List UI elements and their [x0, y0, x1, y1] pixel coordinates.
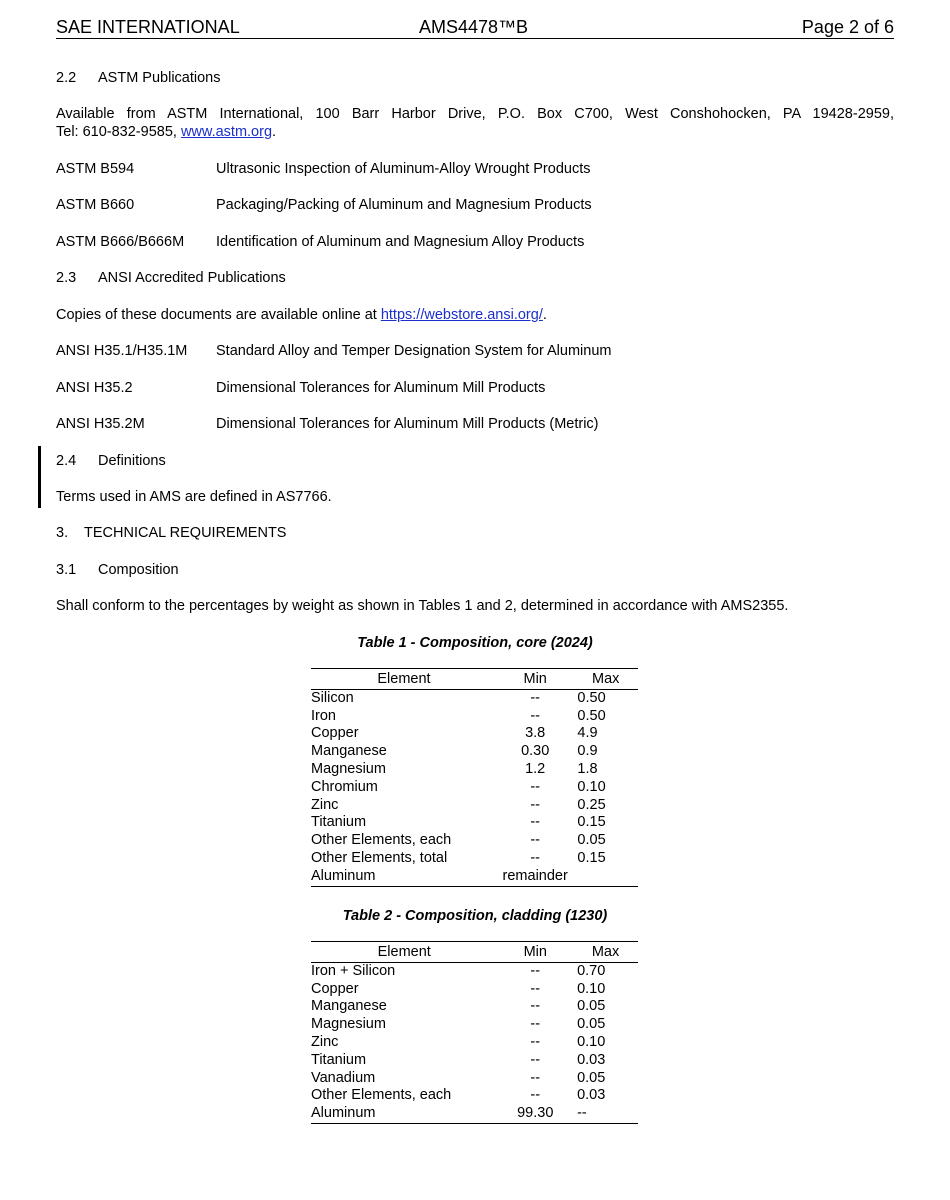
- column-header-element: Element: [311, 942, 497, 963]
- cell-element: Silicon: [311, 689, 354, 706]
- cell-element: Titanium: [311, 814, 367, 831]
- cell-max: 0.05: [577, 832, 606, 849]
- ref-code: ASTM B594: [56, 161, 135, 177]
- table-row: [311, 1070, 638, 1088]
- cell-max: [573, 868, 638, 886]
- ref-title: Packaging/Packing of Aluminum and Magnesium Products: [216, 197, 592, 213]
- cell-max: 0.10: [577, 778, 606, 795]
- table-row: [311, 1087, 638, 1105]
- cell-element: Other Elements, each: [311, 832, 452, 849]
- ref-code: ANSI H35.2M: [56, 416, 145, 432]
- cell-max: 0.15: [577, 849, 606, 866]
- cell-element: Zinc: [311, 796, 339, 813]
- cell-element: Magnesium: [311, 760, 386, 777]
- cell-max: --: [573, 1105, 638, 1123]
- cell-max: 4.9: [577, 725, 598, 742]
- cell-max: 0.03: [577, 1087, 606, 1104]
- cell-max: 0.50: [577, 707, 606, 724]
- cell-element: Manganese: [311, 998, 387, 1015]
- ref-title: Dimensional Tolerances for Aluminum Mill Products: [216, 380, 546, 396]
- cell-max: 0.9: [577, 743, 598, 760]
- cell-min: --: [530, 962, 541, 979]
- ref-code: ANSI H35.2: [56, 380, 133, 396]
- section-2-2-number: 2.2: [56, 70, 77, 86]
- cell-min: 3.8: [525, 725, 546, 742]
- ref-code: ASTM B660: [56, 197, 135, 213]
- table-row: [311, 725, 638, 743]
- astm-availability-line-1: Available from ASTM International, 100 Barr Harbor Drive, P.O. Box C700, West Conshohocken, PA 19428-2959,: [56, 106, 894, 122]
- section-3-title: TECHNICAL REQUIREMENTS: [84, 525, 287, 541]
- table-row: [311, 962, 638, 980]
- ansi-copies-text: Copies of these documents are available online at: [56, 307, 381, 323]
- cell-max: 0.05: [577, 1016, 606, 1033]
- cell-element: Copper: [311, 725, 359, 742]
- cell-max: 0.10: [577, 1033, 606, 1050]
- table-row: [311, 1105, 638, 1123]
- cell-min: --: [530, 689, 541, 706]
- table-row: [311, 832, 638, 850]
- cell-min: --: [530, 796, 541, 813]
- table-header-row: [311, 669, 638, 690]
- table-header-row: [311, 942, 638, 963]
- definitions-text: Terms used in AMS are defined in AS7766.: [56, 489, 332, 505]
- astm-line-end: .: [272, 124, 277, 140]
- cell-max: 0.15: [577, 814, 606, 831]
- cell-min: --: [530, 1016, 541, 1033]
- cell-min: 1.2: [525, 760, 546, 777]
- cell-min: --: [530, 1033, 541, 1050]
- column-header-max: Max: [573, 669, 638, 690]
- ref-title: Identification of Aluminum and Magnesium Alloy Products: [216, 234, 585, 250]
- section-2-4-title: Definitions: [98, 453, 166, 469]
- section-2-2-title: ASTM Publications: [98, 70, 221, 86]
- cell-min: remainder: [497, 868, 573, 886]
- cell-element: Titanium: [311, 1051, 367, 1068]
- cell-element: Iron: [311, 707, 336, 724]
- table-row: [311, 708, 638, 726]
- header-page-number: Page 2 of 6: [801, 17, 894, 37]
- cell-max: 0.10: [577, 980, 606, 997]
- table-row: [311, 1016, 638, 1034]
- section-2-4-number: 2.4: [56, 453, 77, 469]
- cell-min: --: [530, 1087, 541, 1104]
- cell-min: --: [530, 1069, 541, 1086]
- cell-element: Zinc: [311, 1033, 339, 1050]
- table-2-composition-cladding: [311, 941, 638, 1124]
- cell-element: Vanadium: [311, 1069, 376, 1086]
- table-row: [311, 1034, 638, 1052]
- cell-max: 0.25: [577, 796, 606, 813]
- cell-element: Copper: [311, 980, 359, 997]
- table-row: [311, 1052, 638, 1070]
- cell-max: 0.05: [577, 998, 606, 1015]
- table-row: [311, 761, 638, 779]
- table-row: [311, 814, 638, 832]
- table-1-caption: Table 1 - Composition, core (2024): [357, 635, 593, 651]
- cell-element: Other Elements, total: [311, 849, 448, 866]
- column-header-min: Min: [497, 669, 573, 690]
- cell-min: --: [530, 707, 541, 724]
- page-header: [56, 14, 894, 39]
- cell-element: Aluminum: [311, 868, 497, 886]
- cell-max: 1.8: [577, 760, 598, 777]
- cell-element: Chromium: [311, 778, 378, 795]
- table-row: [311, 868, 638, 886]
- cell-max: 0.05: [577, 1069, 606, 1086]
- ref-title: Dimensional Tolerances for Aluminum Mill Products (Metric): [216, 416, 599, 432]
- cell-min: --: [530, 980, 541, 997]
- ref-code: ASTM B666/B666M: [56, 234, 185, 250]
- ref-title: Standard Alloy and Temper Designation System for Aluminum: [216, 343, 612, 359]
- table-row: [311, 689, 638, 707]
- header-doc-id: AMS4478™B: [419, 17, 529, 37]
- revision-change-bar: [38, 446, 41, 508]
- ref-code: ANSI H35.1/H35.1M: [56, 343, 188, 359]
- header-org: SAE INTERNATIONAL: [56, 17, 240, 37]
- section-3-1-title: Composition: [98, 562, 179, 578]
- cell-min: 99.30: [497, 1105, 573, 1123]
- ansi-webstore-link[interactable]: https://webstore.ansi.org/: [380, 307, 543, 323]
- cell-element: Manganese: [311, 743, 387, 760]
- column-header-max: Max: [573, 942, 638, 963]
- cell-element: Iron + Silicon: [311, 962, 396, 979]
- cell-min: --: [530, 778, 541, 795]
- section-2-3-title: ANSI Accredited Publications: [98, 270, 286, 286]
- astm-website-link[interactable]: www.astm.org: [180, 124, 273, 140]
- table-2-caption: Table 2 - Composition, cladding (1230): [342, 908, 608, 924]
- composition-text: Shall conform to the percentages by weight as shown in Tables 1 and 2, determined in accordance with AMS2355.: [56, 598, 789, 614]
- table-row: [311, 850, 638, 868]
- table-row: [311, 797, 638, 815]
- astm-tel: Tel: 610-832-9585,: [56, 124, 181, 140]
- cell-min: --: [530, 998, 541, 1015]
- cell-min: --: [530, 849, 541, 866]
- column-header-min: Min: [497, 942, 573, 963]
- section-3-number: 3.: [56, 525, 69, 541]
- cell-max: 0.70: [577, 962, 606, 979]
- ansi-line-end: .: [542, 307, 547, 323]
- ref-title: Ultrasonic Inspection of Aluminum-Alloy Wrought Products: [216, 161, 591, 177]
- cell-element: Magnesium: [311, 1016, 386, 1033]
- cell-element: Aluminum: [311, 1105, 497, 1123]
- table-1-composition-core: [311, 668, 638, 887]
- table-row: [311, 743, 638, 761]
- column-header-element: Element: [311, 669, 497, 690]
- cell-max: 0.50: [577, 689, 606, 706]
- ansi-availability-line: [56, 306, 547, 324]
- section-2-3-number: 2.3: [56, 270, 77, 286]
- cell-min: --: [530, 814, 541, 831]
- cell-min: --: [530, 1051, 541, 1068]
- cell-element: Other Elements, each: [311, 1087, 452, 1104]
- astm-availability-line-2: [56, 123, 276, 141]
- section-3-1-number: 3.1: [56, 562, 77, 578]
- table-row: [311, 998, 638, 1016]
- table-row: [311, 779, 638, 797]
- table-row: [311, 981, 638, 999]
- cell-max: 0.03: [577, 1051, 606, 1068]
- cell-min: 0.30: [521, 743, 550, 760]
- cell-min: --: [530, 832, 541, 849]
